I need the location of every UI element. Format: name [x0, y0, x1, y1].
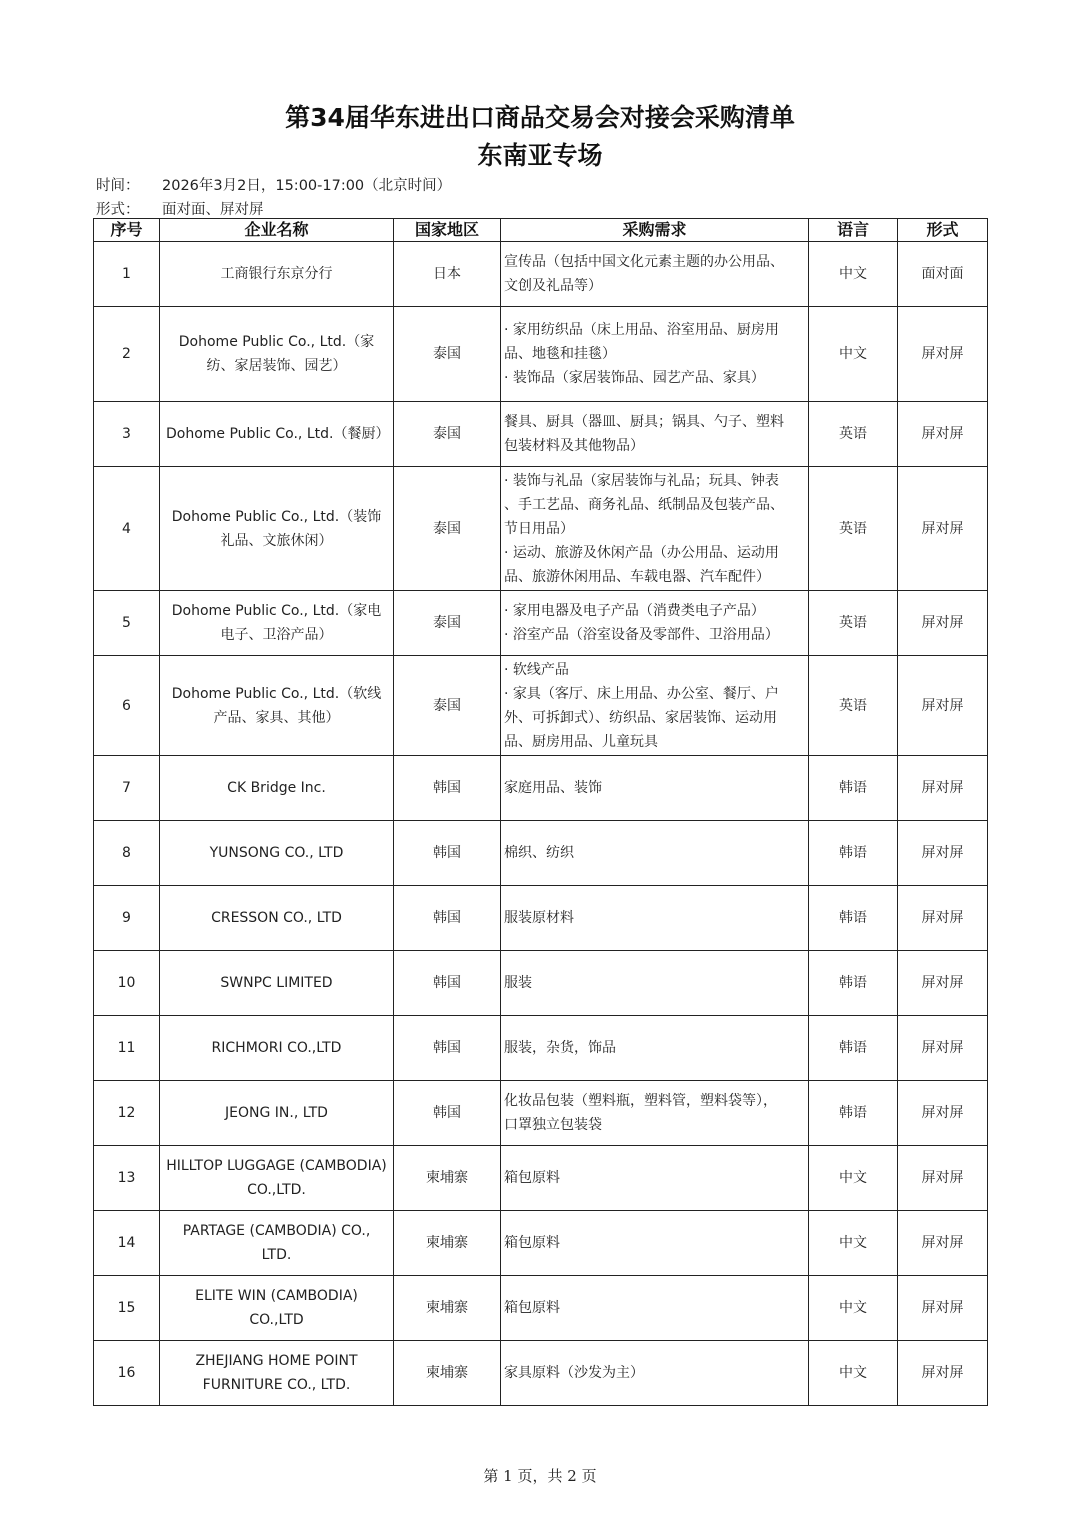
cell-needs — [501, 467, 809, 591]
cell-company: 工商银行东京分行 — [160, 242, 394, 307]
cell-no: 16 — [94, 1341, 160, 1406]
cell-region: 泰国 — [394, 307, 501, 402]
cell-format: 屏对屏 — [898, 1341, 988, 1406]
cell-format: 屏对屏 — [898, 307, 988, 402]
cell-needs — [501, 1276, 809, 1341]
table-row — [94, 951, 988, 1016]
cell-language: 英语 — [809, 591, 898, 656]
cell-language: 中文 — [809, 1146, 898, 1211]
cell-format: 屏对屏 — [898, 1211, 988, 1276]
cell-region: 韩国 — [394, 951, 501, 1016]
needs-line: 箱包原料 — [504, 1170, 560, 1186]
cell-needs — [501, 951, 809, 1016]
needs-line: 宣传品（包括中国文化元素主题的办公用品、 — [504, 254, 784, 270]
cell-no: 15 — [94, 1276, 160, 1341]
cell-company: ZHEJIANG HOME POINT FURNITURE CO., LTD. — [160, 1341, 394, 1406]
table-row — [94, 467, 988, 591]
cell-format: 屏对屏 — [898, 821, 988, 886]
table-header-row — [94, 219, 988, 242]
needs-line: 服装 — [504, 975, 532, 991]
needs-line: 包装材料及其他物品） — [504, 438, 644, 454]
cell-company: PARTAGE (CAMBODIA) CO., LTD. — [160, 1211, 394, 1276]
cell-format: 屏对屏 — [898, 656, 988, 756]
cell-region: 柬埔寨 — [394, 1211, 501, 1276]
needs-line: · 家具（客厅、床上用品、办公室、餐厅、户 — [504, 685, 779, 702]
cell-no: 6 — [94, 656, 160, 756]
column-header-company: 企业名称 — [160, 219, 394, 242]
cell-format: 屏对屏 — [898, 1081, 988, 1146]
needs-line: 品、旅游休闲用品、车载电器、汽车配件） — [504, 568, 770, 585]
cell-language: 韩语 — [809, 886, 898, 951]
table-row — [94, 821, 988, 886]
cell-language: 韩语 — [809, 1081, 898, 1146]
cell-company: CK Bridge Inc. — [160, 756, 394, 821]
cell-language: 中文 — [809, 1276, 898, 1341]
table-row — [94, 402, 988, 467]
cell-needs — [501, 1341, 809, 1406]
cell-language: 中文 — [809, 307, 898, 402]
needs-line: 棉织、纺织 — [504, 845, 574, 861]
cell-needs — [501, 756, 809, 821]
column-header-format: 形式 — [898, 219, 988, 242]
meta-time-row — [96, 174, 451, 195]
cell-needs — [501, 821, 809, 886]
cell-format: 屏对屏 — [898, 591, 988, 656]
cell-needs — [501, 591, 809, 656]
needs-line: · 家用纺织品（床上用品、浴室用品、厨房用 — [504, 322, 779, 338]
needs-line: 品、地毯和挂毯） — [504, 346, 616, 362]
cell-no: 8 — [94, 821, 160, 886]
page-number: 第 1 页，共 2 页 — [483, 1467, 597, 1485]
cell-company: JEONG IN., LTD — [160, 1081, 394, 1146]
column-header-needs: 采购需求 — [501, 219, 809, 242]
table-row — [94, 1211, 988, 1276]
needs-line: 化妆品包装（塑料瓶，塑料管，塑料袋等）， — [504, 1093, 777, 1109]
cell-company: HILLTOP LUGGAGE (CAMBODIA) CO.,LTD. — [160, 1146, 394, 1211]
needs-line: 服装原材料 — [504, 910, 574, 926]
cell-no: 7 — [94, 756, 160, 821]
table-row — [94, 886, 988, 951]
needs-line: · 浴室产品（浴室设备及零部件、卫浴用品） — [504, 627, 779, 643]
table-row — [94, 1146, 988, 1211]
cell-needs — [501, 402, 809, 467]
column-header-language: 语言 — [809, 219, 898, 242]
cell-region: 泰国 — [394, 656, 501, 756]
cell-no: 2 — [94, 307, 160, 402]
meta-time-label: 时间： — [96, 178, 140, 194]
cell-no: 10 — [94, 951, 160, 1016]
needs-line: 品、厨房用品、儿童玩具 — [504, 733, 658, 750]
table-row — [94, 1276, 988, 1341]
cell-needs — [501, 242, 809, 307]
cell-language: 韩语 — [809, 756, 898, 821]
cell-company: Dohome Public Co., Ltd.（餐厨） — [160, 402, 394, 467]
procurement-table — [93, 218, 988, 1406]
cell-format: 屏对屏 — [898, 1276, 988, 1341]
needs-line: 、手工艺品、商务礼品、纸制品及包装产品、 — [504, 496, 784, 513]
table-row — [94, 1081, 988, 1146]
needs-line: 餐具、厨具（器皿、厨具；锅具、勺子、塑料 — [504, 414, 784, 430]
cell-company: Dohome Public Co., Ltd.（软线产品、家具、其他） — [160, 656, 394, 756]
cell-no: 4 — [94, 467, 160, 591]
needs-line: · 软线产品 — [504, 661, 569, 678]
cell-format: 屏对屏 — [898, 1016, 988, 1081]
cell-no: 1 — [94, 242, 160, 307]
cell-region: 柬埔寨 — [394, 1276, 501, 1341]
cell-format: 屏对屏 — [898, 402, 988, 467]
needs-line: 家庭用品、装饰 — [504, 780, 602, 796]
needs-line: · 运动、旅游及休闲产品（办公用品、运动用 — [504, 544, 779, 561]
needs-line: 外、可拆卸式）、纺织品、家居装饰、运动用 — [504, 709, 777, 726]
needs-line: · 家用电器及电子产品（消费类电子产品） — [504, 603, 765, 619]
cell-region: 泰国 — [394, 591, 501, 656]
cell-format: 屏对屏 — [898, 467, 988, 591]
table-row — [94, 1016, 988, 1081]
cell-language: 英语 — [809, 467, 898, 591]
table-body — [94, 242, 988, 1406]
cell-region: 韩国 — [394, 1081, 501, 1146]
cell-company: RICHMORI CO.,LTD — [160, 1016, 394, 1081]
page-subtitle: 东南亚专场 — [477, 141, 603, 170]
table-row — [94, 307, 988, 402]
cell-format: 屏对屏 — [898, 886, 988, 951]
needs-line: 家具原料（沙发为主） — [504, 1365, 644, 1381]
cell-language: 中文 — [809, 242, 898, 307]
cell-format: 屏对屏 — [898, 1146, 988, 1211]
cell-no: 3 — [94, 402, 160, 467]
needs-line: 文创及礼品等） — [504, 278, 602, 294]
needs-line: 箱包原料 — [504, 1300, 560, 1316]
column-header-no: 序号 — [94, 219, 160, 242]
cell-no: 9 — [94, 886, 160, 951]
cell-needs — [501, 1146, 809, 1211]
cell-company: YUNSONG CO., LTD — [160, 821, 394, 886]
cell-region: 柬埔寨 — [394, 1146, 501, 1211]
table-row — [94, 242, 988, 307]
cell-format: 屏对屏 — [898, 951, 988, 1016]
cell-needs — [501, 886, 809, 951]
cell-region: 韩国 — [394, 886, 501, 951]
cell-language: 韩语 — [809, 821, 898, 886]
table-row — [94, 656, 988, 756]
cell-no: 12 — [94, 1081, 160, 1146]
cell-language: 英语 — [809, 656, 898, 756]
needs-line: 服装，杂货，饰品 — [504, 1040, 616, 1056]
cell-no: 14 — [94, 1211, 160, 1276]
cell-no: 5 — [94, 591, 160, 656]
cell-region: 韩国 — [394, 1016, 501, 1081]
meta-form-label: 形式： — [96, 202, 140, 218]
cell-region: 泰国 — [394, 402, 501, 467]
cell-language: 中文 — [809, 1341, 898, 1406]
cell-no: 13 — [94, 1146, 160, 1211]
cell-region: 日本 — [394, 242, 501, 307]
page-title: 第34届华东进出口商品交易会对接会采购清单 — [285, 103, 795, 132]
meta-time-value: 2026年3月2日，15:00-17:00（北京时间） — [162, 178, 452, 194]
cell-language: 韩语 — [809, 951, 898, 1016]
cell-format: 屏对屏 — [898, 756, 988, 821]
cell-company: Dohome Public Co., Ltd.（装饰礼品、文旅休闲） — [160, 467, 394, 591]
cell-company: ELITE WIN (CAMBODIA) CO.,LTD — [160, 1276, 394, 1341]
cell-needs — [501, 1211, 809, 1276]
table-row — [94, 1341, 988, 1406]
cell-needs — [501, 1081, 809, 1146]
cell-needs — [501, 1016, 809, 1081]
cell-region: 柬埔寨 — [394, 1341, 501, 1406]
cell-region: 泰国 — [394, 467, 501, 591]
needs-line: 箱包原料 — [504, 1235, 560, 1251]
table-row — [94, 756, 988, 821]
cell-language: 英语 — [809, 402, 898, 467]
cell-region: 韩国 — [394, 756, 501, 821]
cell-company: Dohome Public Co., Ltd.（家纺、家居装饰、园艺） — [160, 307, 394, 402]
cell-language: 韩语 — [809, 1016, 898, 1081]
cell-region: 韩国 — [394, 821, 501, 886]
meta-form-value: 面对面、屏对屏 — [162, 202, 264, 218]
needs-line: · 装饰与礼品（家居装饰与礼品；玩具、钟表 — [504, 472, 779, 489]
needs-line: 节日用品） — [504, 520, 574, 537]
needs-line: · 装饰品（家居装饰品、园艺产品、家具） — [504, 370, 765, 386]
table-row — [94, 591, 988, 656]
cell-needs — [501, 307, 809, 402]
meta-form-row — [96, 198, 264, 219]
needs-line: 口罩独立包装袋 — [504, 1117, 602, 1133]
cell-company: Dohome Public Co., Ltd.（家电电子、卫浴产品） — [160, 591, 394, 656]
cell-no: 11 — [94, 1016, 160, 1081]
column-header-region: 国家地区 — [394, 219, 501, 242]
cell-company: SWNPC LIMITED — [160, 951, 394, 1016]
cell-needs — [501, 656, 809, 756]
cell-format: 面对面 — [898, 242, 988, 307]
cell-company: CRESSON CO., LTD — [160, 886, 394, 951]
cell-language: 中文 — [809, 1211, 898, 1276]
